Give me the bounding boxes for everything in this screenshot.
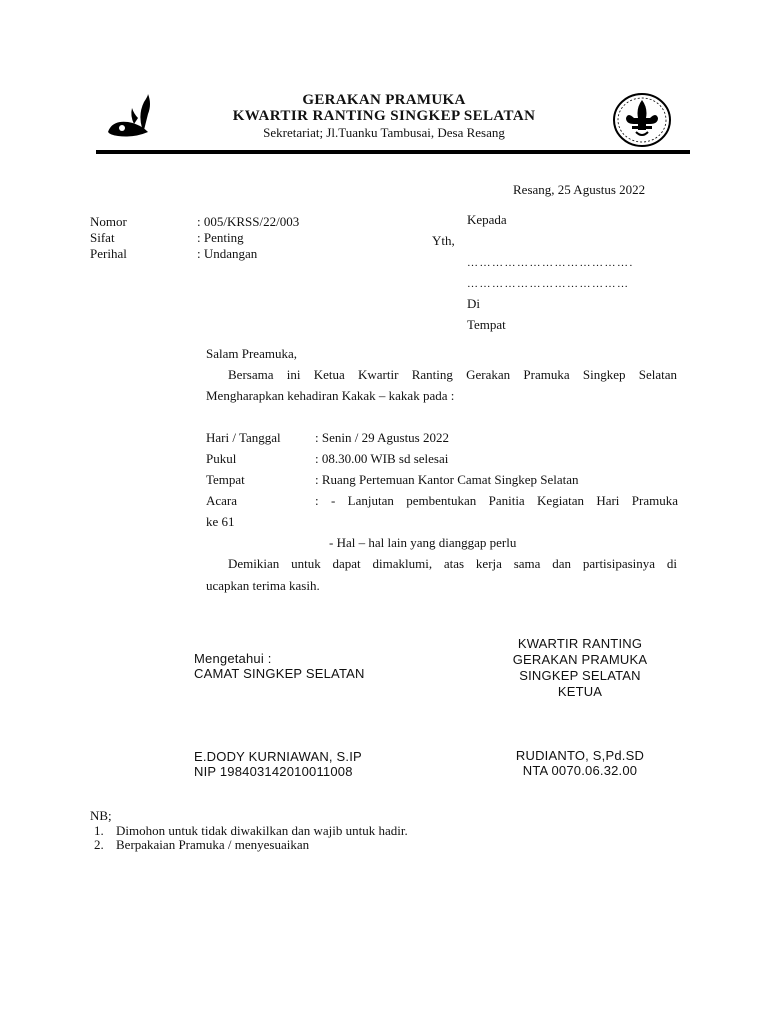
intro-line-2: Mengharapkan kehadiran Kakak – kakak pada : xyxy=(206,388,455,403)
recipient-dots-1: …………………………………. xyxy=(467,257,634,269)
note-number-2: 2. xyxy=(94,837,104,852)
intro-line-1: Bersama ini Ketua Kwartir Ranting Gerakan Pramuka Singkep Selatan xyxy=(228,367,677,382)
header-rule xyxy=(96,150,690,154)
meta-label-sifat: Sifat xyxy=(90,230,115,245)
sign-left-id: NIP 198403142010011008 xyxy=(194,764,353,779)
detail-value-event-1: : - Lanjutan pembentukan Panitia Kegiatan Hari Pramuka xyxy=(315,493,678,508)
meta-label-nomor: Nomor xyxy=(90,214,127,229)
greeting: Salam Preamuka, xyxy=(206,346,297,361)
notes-heading: NB; xyxy=(90,808,112,823)
detail-label-place: Tempat xyxy=(206,472,245,487)
meta-value-nomor: : 005/KRSS/22/003 xyxy=(197,214,300,229)
sign-right-name: RUDIANTO, S,Pd.SD xyxy=(515,748,645,763)
sign-left-name: E.DODY KURNIAWAN, S.IP xyxy=(194,749,362,764)
recipient-di: Di xyxy=(467,296,480,311)
detail-label-time: Pukul xyxy=(206,451,237,466)
detail-value-date: : Senin / 29 Agustus 2022 xyxy=(315,430,449,445)
meta-value-perihal: : Undangan xyxy=(197,246,258,261)
recipient-dots-2: ………………………………… xyxy=(467,278,630,290)
sign-right-title-1: KWARTIR RANTING xyxy=(517,636,643,651)
org-branch: KWARTIR RANTING SINGKEP SELATAN xyxy=(232,108,536,124)
closing-line-1: Demikian untuk dapat dimaklumi, atas kerja sama dan partisipasinya di xyxy=(228,556,677,571)
detail-value-place: : Ruang Pertemuan Kantor Camat Singkep Selatan xyxy=(315,472,579,487)
sign-right-title-4: KETUA xyxy=(557,684,603,699)
sign-right-id: NTA 0070.06.32.00 xyxy=(522,763,638,778)
detail-value-event-1-cont: ke 61 xyxy=(206,514,235,529)
closing-line-2: ucapkan terima kasih. xyxy=(206,578,320,593)
note-number-1: 1. xyxy=(94,823,104,838)
detail-value-time: : 08.30.00 WIB sd selesai xyxy=(315,451,449,466)
recipient-kepada: Kepada xyxy=(467,212,507,227)
meta-value-sifat: : Penting xyxy=(197,230,244,245)
sign-right-title-2: GERAKAN PRAMUKA xyxy=(512,652,648,667)
recipient-tempat: Tempat xyxy=(467,317,506,332)
sign-left-title: CAMAT SINGKEP SELATAN xyxy=(194,666,365,681)
letter-date: Resang, 25 Agustus 2022 xyxy=(513,182,646,197)
recipient-yth: Yth, xyxy=(432,233,455,248)
detail-value-event-2: - Hal – hal lain yang dianggap perlu xyxy=(329,535,517,550)
detail-label-event: Acara xyxy=(206,493,238,508)
note-text-1: Dimohon untuk tidak diwakilkan dan wajib untuk hadir. xyxy=(116,823,408,838)
org-address: Sekretariat; Jl.Tuanku Tambusai, Desa Resang xyxy=(263,125,505,140)
sign-left-label: Mengetahui : xyxy=(194,651,272,666)
org-name: GERAKAN PRAMUKA xyxy=(302,92,466,108)
sign-right-title-3: SINGKEP SELATAN xyxy=(519,668,641,683)
note-text-2: Berpakaian Pramuka / menyesuaikan xyxy=(116,837,310,852)
detail-label-date: Hari / Tanggal xyxy=(206,430,281,445)
meta-label-perihal: Perihal xyxy=(90,246,127,261)
